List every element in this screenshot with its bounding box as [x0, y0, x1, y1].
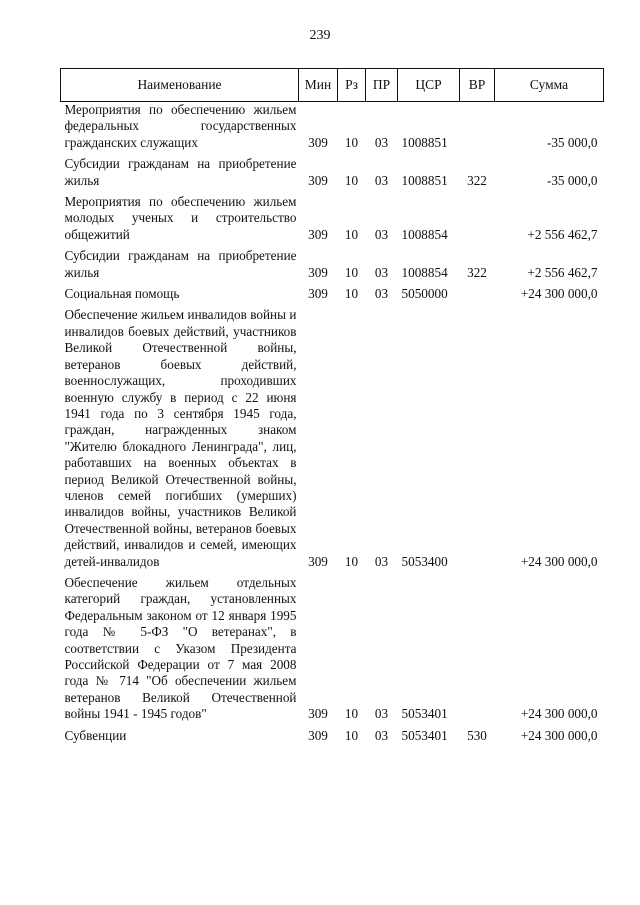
row-csr: 5053400 [401, 553, 448, 569]
row-rz: 10 [344, 172, 359, 188]
row-name: Обеспечение жильем отдельных категорий граждан, установленных Федеральным законом от 12 января 1995 года № 5-ФЗ "О ветеранах", в соответствии с Указом Президента Российской Федерации от 7 мая 2008 года № 714 "Об обеспечении жильем ветеранов Великой Отечественной войны 1941 - 1945 годов" [64, 574, 297, 722]
row-vr [460, 307, 495, 575]
row-csr: 1008851 [401, 134, 448, 150]
row-pr: 03 [374, 706, 389, 722]
row-name: Субсидии гражданам на приобретение жилья [64, 248, 297, 280]
row-name: Мероприятия по обеспечению жильем молодых ученых и строительство общежитий [64, 194, 297, 242]
header-sum: Сумма [495, 69, 604, 102]
row-vr [460, 102, 495, 157]
row-rz: 10 [344, 134, 359, 150]
row-rz: 10 [344, 226, 359, 242]
row-min: 309 [308, 286, 328, 302]
header-pr: ПР [366, 69, 398, 102]
row-name: Обеспечение жильем инвалидов войны и инвалидов боевых действий, участников Великой Отечественной войны, ветеранов боевых действий, военнослужащих, проходивших военную службу в период с 22 июня 1941 года по 3 сентября 1945 года, граждан, награжденных знаком "Жителю блокадного Ленинграда", лиц, работавших на военных объектах в период Великой Отечественной войны, членов семей погибших (умерших) инвалидов войны, участников Великой Отечественной войны, ветеранов боевых действий, инвалидов и семей, имеющих детей-инвалидов [64, 307, 297, 569]
row-csr: 5053401 [401, 706, 448, 722]
row-vr [460, 194, 495, 248]
row-csr: 5050000 [401, 286, 448, 302]
row-pr: 03 [374, 553, 389, 569]
row-vr: 322 [467, 264, 487, 280]
row-min: 309 [308, 706, 328, 722]
row-min: 309 [308, 553, 328, 569]
table-row [61, 575, 604, 728]
row-vr: 322 [467, 172, 487, 188]
row-min: 309 [308, 727, 328, 743]
row-sum: +24 300 000,0 [520, 553, 598, 569]
row-name: Субсидии гражданам на приобретение жилья [64, 156, 297, 188]
row-csr: 1008854 [401, 264, 448, 280]
row-name: Мероприятия по обеспечению жильем федеральных государственных гражданских служащих [64, 102, 297, 150]
row-pr: 03 [374, 286, 389, 302]
row-sum: -35 000,0 [546, 172, 598, 188]
row-sum: -35 000,0 [546, 134, 598, 150]
row-pr: 03 [374, 172, 389, 188]
row-vr [460, 286, 495, 307]
header-min: Мин [299, 69, 338, 102]
row-pr: 03 [374, 226, 389, 242]
row-min: 309 [308, 172, 328, 188]
row-pr: 03 [374, 727, 389, 743]
row-sum: +24 300 000,0 [520, 286, 598, 302]
row-pr: 03 [374, 264, 389, 280]
header-rz: Рз [338, 69, 366, 102]
table-row [61, 194, 604, 248]
table-row [61, 102, 604, 157]
budget-table [60, 68, 604, 749]
table-row [61, 728, 604, 749]
page-number: 239 [309, 28, 331, 43]
row-pr: 03 [374, 134, 389, 150]
table-row [61, 286, 604, 307]
table-body [61, 102, 604, 750]
row-csr: 1008854 [401, 226, 448, 242]
row-min: 309 [308, 134, 328, 150]
row-rz: 10 [344, 264, 359, 280]
table-row [61, 156, 604, 194]
row-sum: +2 556 462,7 [527, 264, 598, 280]
row-csr: 1008851 [401, 172, 448, 188]
table-row [61, 248, 604, 286]
row-rz: 10 [344, 553, 359, 569]
table-row [61, 307, 604, 575]
row-sum: +24 300 000,0 [520, 727, 598, 743]
row-rz: 10 [344, 286, 359, 302]
row-csr: 5053401 [401, 727, 448, 743]
row-vr [460, 575, 495, 728]
row-sum: +2 556 462,7 [527, 226, 598, 242]
row-sum: +24 300 000,0 [520, 706, 598, 722]
row-vr: 530 [467, 727, 487, 743]
row-rz: 10 [344, 706, 359, 722]
table-header [61, 69, 604, 102]
row-min: 309 [308, 264, 328, 280]
row-rz: 10 [344, 727, 359, 743]
row-name: Субвенции [64, 727, 127, 743]
row-min: 309 [308, 226, 328, 242]
header-name: Наименование [61, 69, 299, 102]
row-name: Социальная помощь [64, 286, 180, 302]
header-vr: ВР [460, 69, 495, 102]
header-csr: ЦСР [398, 69, 460, 102]
